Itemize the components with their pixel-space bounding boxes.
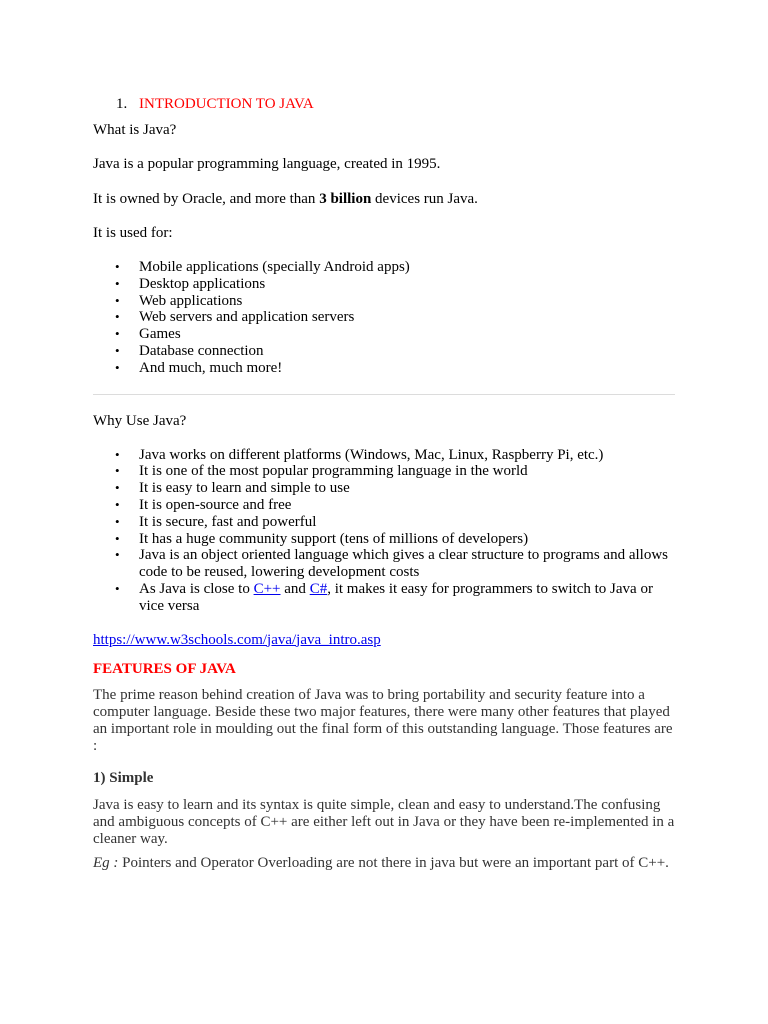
divider xyxy=(93,394,675,395)
simple-title: 1) Simple xyxy=(93,769,154,786)
uses-list xyxy=(93,259,675,377)
why-list xyxy=(93,447,675,615)
list-item: • Web servers and application servers xyxy=(93,309,675,326)
list-item: • Desktop applications xyxy=(93,276,675,293)
list-item: • It is one of the most popular programming language in the world xyxy=(93,463,675,480)
source-paragraph xyxy=(93,632,675,649)
list-item: • Games xyxy=(93,326,675,343)
list-item: • It is secure, fast and powerful xyxy=(93,514,675,531)
section-heading xyxy=(93,95,675,113)
cpp-link[interactable]: C++ xyxy=(253,580,281,597)
features-title: FEATURES OF JAVA xyxy=(93,660,236,677)
created-text: Java is a popular programming language, created in 1995. xyxy=(93,156,441,172)
why-title: Why Use Java? xyxy=(93,412,187,429)
list-item xyxy=(93,581,675,615)
simple-text: Java is easy to learn and its syntax is quite simple, clean and easy to understand.The confusing and ambiguous concepts of C++ are either left out in Java or they have been re-implemented in a cleaner way. xyxy=(93,796,675,847)
list-item: • It is easy to learn and simple to use xyxy=(93,480,675,497)
owned-text xyxy=(93,191,675,208)
document-content xyxy=(93,95,675,872)
last-post: , it makes it easy for programmers to switch to Java or vice versa xyxy=(139,580,653,614)
last-pre: As Java is close to xyxy=(139,580,254,597)
used-for-text: It is used for: xyxy=(93,225,173,241)
csharp-link[interactable]: C# xyxy=(309,580,328,597)
source-link[interactable]: https://www.w3schools.com/java/java_intro.asp xyxy=(93,631,381,648)
example-body: Pointers and Operator Overloading are not there in java but were an important part of C++. xyxy=(118,854,669,871)
owned-pre: It is owned by Oracle, and more than xyxy=(93,191,320,207)
list-item: • It is open-source and free xyxy=(93,497,675,514)
what-is-java: What is Java? xyxy=(93,122,177,138)
last-mid: and xyxy=(280,580,310,597)
features-intro: The prime reason behind creation of Java was to bring portability and security feature into a computer language. Beside these two major features, there were many other features that played an important role in moulding out the final form of this outstanding language. Those features are : xyxy=(93,686,673,754)
owned-post: devices run Java. xyxy=(371,191,478,207)
section-title: INTRODUCTION TO JAVA xyxy=(139,96,314,112)
list-item: • Mobile applications (specially Android apps) xyxy=(93,259,675,276)
list-item: • Java is an object oriented language which gives a clear structure to programs and allows code to be reused, lowering development costs xyxy=(93,547,675,581)
example-text xyxy=(93,855,675,872)
list-item: • Java works on different platforms (Windows, Mac, Linux, Raspberry Pi, etc.) xyxy=(93,447,675,464)
section-number: 1. xyxy=(116,96,128,112)
owned-bold: 3 billion xyxy=(319,191,372,207)
example-label: Eg : xyxy=(93,854,119,871)
list-item: • Web applications xyxy=(93,293,675,310)
list-item: • Database connection xyxy=(93,343,675,360)
list-item: • It has a huge community support (tens of millions of developers) xyxy=(93,531,675,548)
list-item: • And much, much more! xyxy=(93,360,675,377)
